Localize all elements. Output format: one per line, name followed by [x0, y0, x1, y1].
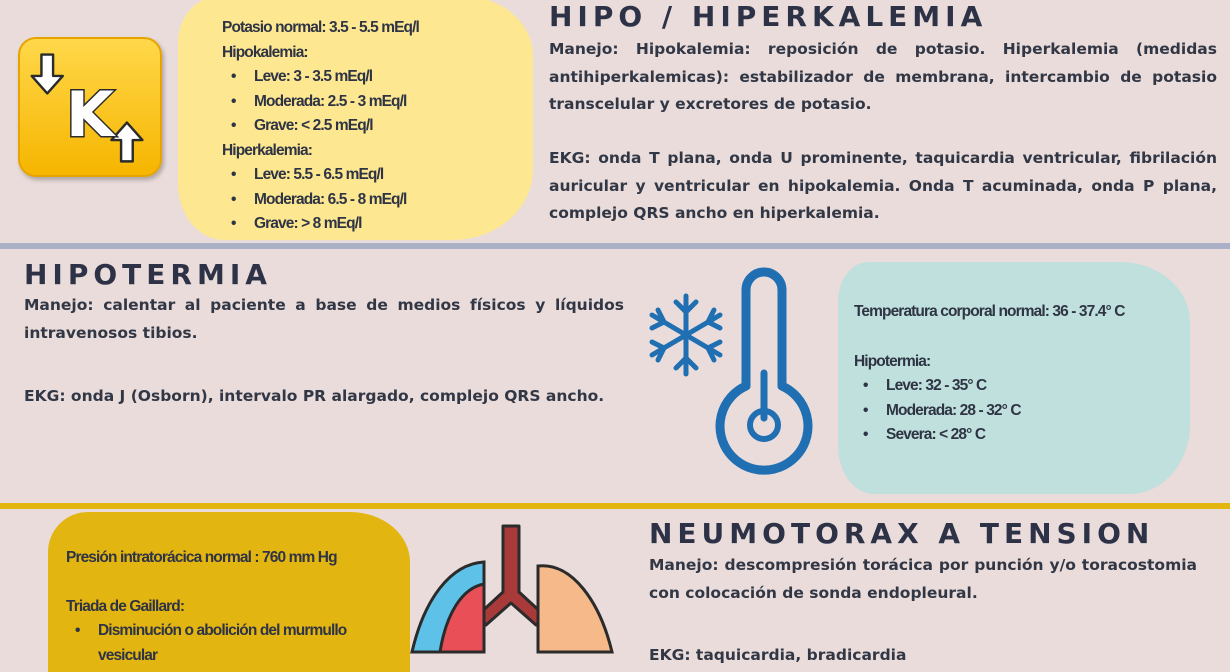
neumotorax-management: Manejo: descompresión torácica por punción y/o toracostomia con colocación de sonda endopleural. — [649, 556, 1197, 602]
k-letter: K — [65, 78, 115, 152]
section-divider — [0, 503, 1230, 509]
section-title-hipotermia: HIPOTERMIA — [24, 258, 272, 291]
hiperkalemia-management: Manejo: Hipokalemia: reposición de potasio. Hiperkalemia (medidas antihiperkalemicas): estabilizador de membrana, intercambio de potasio transcelular y excretores de potasio. — [549, 40, 1217, 113]
potassium-reference-text — [222, 16, 522, 237]
hiperkalemia-item: • Leve: 5.5 - 6.5 mEq/l — [222, 163, 522, 188]
triad-label: Triada de Gaillard: — [66, 597, 185, 615]
neumotorax-ekg: EKG: taquicardia, bradicardia — [649, 646, 907, 664]
section-divider — [0, 243, 1230, 249]
temperature-normal: Temperatura corporal normal: 36 - 37.4° C — [854, 303, 1125, 320]
hipokalemia-item: • Moderada: 2.5 - 3 mEq/l — [222, 90, 522, 115]
temperature-reference-text — [854, 300, 1184, 448]
hipotermia-ekg: EKG: onda J (Osborn), intervalo PR alargado, complejo QRS ancho. — [24, 387, 605, 405]
pressure-reference-text — [66, 546, 396, 668]
hipokalemia-item: • Grave: < 2.5 mEq/l — [222, 114, 522, 139]
hipotermia-management: Manejo: calentar al paciente a base de medios físicos y líquidos intravenosos tibios. — [24, 296, 624, 342]
hipokalemia-item: • Leve: 3 - 3.5 mEq/l — [222, 65, 522, 90]
hiperkalemia-label: Hiperkalemia: — [222, 141, 312, 159]
pressure-normal: Presión intratorácica normal : 760 mm Hg — [66, 549, 337, 566]
potassium-k-icon — [18, 37, 162, 177]
hiperkalemia-item: • Grave: > 8 mEq/l — [222, 212, 522, 237]
thermometer-icon — [708, 268, 818, 488]
lungs-icon — [400, 522, 630, 652]
hipotermia-item: • Severa: < 28° C — [854, 423, 1184, 448]
hipotermia-label: Hipotermia: — [854, 352, 931, 370]
hipokalemia-label: Hipokalemia: — [222, 43, 308, 61]
hipotermia-item: • Leve: 32 - 35° C — [854, 374, 1184, 399]
hipotermia-item: • Moderada: 28 - 32° C — [854, 399, 1184, 424]
hiperkalemia-ekg: EKG: onda T plana, onda U prominente, taquicardia ventricular, fibrilación auricular y ventricular en hipokalemia. Onda T acuminada, onda P plana, complejo QRS ancho en hiperkalemia. — [549, 149, 1217, 222]
hiperkalemia-item: • Moderada: 6.5 - 8 mEq/l — [222, 188, 522, 213]
section-title-neumotorax: NEUMOTORAX A TENSION — [649, 517, 1155, 550]
triad-item: • Disminución o abolición del murmullo vesicular — [66, 619, 396, 668]
section-title-hiperkalemia: HIPO / HIPERKALEMIA — [549, 0, 988, 33]
potassium-normal: Potasio normal: 3.5 - 5.5 mEq/l — [222, 19, 419, 36]
